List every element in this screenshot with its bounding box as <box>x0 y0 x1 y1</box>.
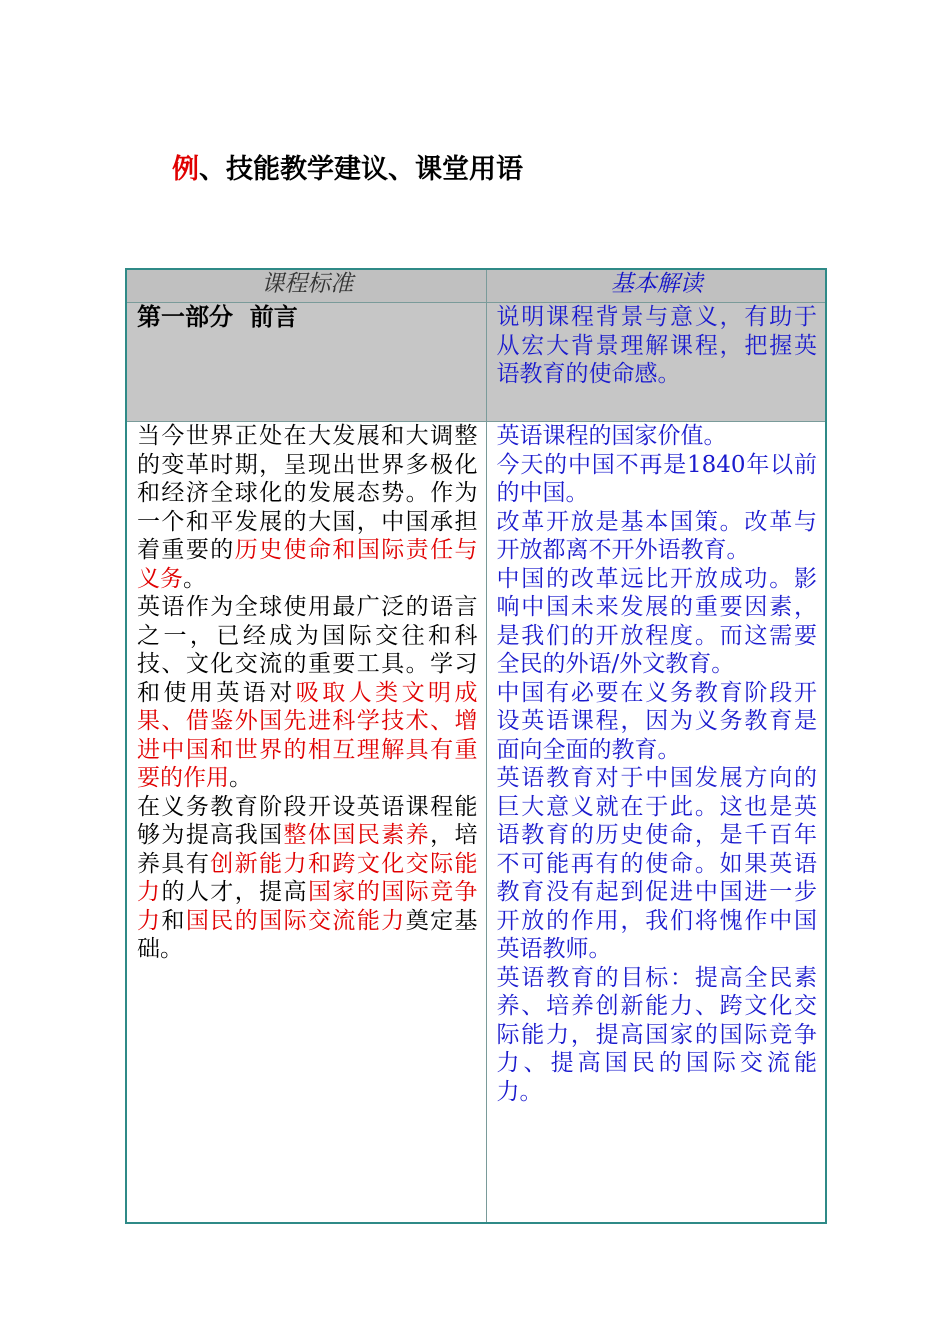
highlighted-text: 整体国民素养 <box>283 822 431 848</box>
paragraph-text: 奠定基础。 <box>137 907 478 962</box>
paragraph-text: 和 <box>161 907 186 934</box>
interpretation-content <box>486 422 826 1224</box>
header-row <box>126 269 826 303</box>
document-title <box>172 150 523 190</box>
header-interpretation: 基本解读 <box>486 269 826 303</box>
interpretation-paragraph: 英语教育对于中国发展方向的巨大意义就在于此。这也是英语教育的历史使命，是千百年不可能再有的使命。如果英语教育没有起到促进中国进一步开放的作用，我们将愧作中国英语教师。 <box>496 765 817 962</box>
interpretation-paragraph: 今天的中国不再是1840年以前的中国。 <box>496 451 817 506</box>
paragraph-text: 当今世界正处在大发展和大调整的变革时期，呈现出世界多极化和经济全球化的发展态势。作为一个和平发展的大国，中国承担着重要的 <box>137 423 478 563</box>
highlighted-text: 历史使命和国际责任与义务 <box>137 537 478 592</box>
title-prefix: 例 <box>172 154 199 185</box>
section-title-text: 第一部分 前言 <box>137 302 298 331</box>
standards-paragraph <box>137 793 478 964</box>
highlighted-text: 国家的国际竞争力 <box>137 879 478 934</box>
paragraph-text: 在义务教育阶段开设英语课程能够为提高我国 <box>137 793 478 848</box>
interpretation-paragraph: 中国的改革远比开放成功。影响中国未来发展的重要因素，是我们的开放程度。而这需要全民的外语/外文教育。 <box>496 565 817 677</box>
highlighted-text: 创新能力和跨文化交际能力 <box>137 850 478 905</box>
interpretation-paragraph: 英语教育的目标：提高全民素养、培养创新能力、跨文化交际能力，提高国家的国际竞争力、提高国民的国际交流能力。 <box>496 964 817 1105</box>
highlighted-text: 吸取人类文明成果、借鉴外国先进科学技术、增进中国和世界的相互理解具有重要的作用 <box>137 679 478 791</box>
highlighted-text: 国民的国际交流能力 <box>185 907 406 934</box>
standards-paragraph <box>137 593 478 793</box>
section-title <box>126 303 486 422</box>
paragraph-text: 。 <box>229 765 252 791</box>
paragraph-text: 。 <box>183 565 206 592</box>
section-row <box>126 303 826 422</box>
title-text: 、技能教学建议、课堂用语 <box>199 154 523 185</box>
section-explanation-text: 说明课程背景与意义，有助于从宏大背景理解课程，把握英语教育的使命感。 <box>496 304 817 387</box>
interpretation-paragraph: 中国有必要在义务教育阶段开设英语课程，因为义务教育是面向全面的教育。 <box>496 679 817 763</box>
standards-table <box>125 268 827 1224</box>
paragraph-text: 的人才，提高 <box>161 879 308 905</box>
standards-paragraph <box>137 422 478 593</box>
paragraph-text: 英语作为全球使用最广泛的语言之一，已经成为国际交往和科技、文化交流的重要工具。学习和使用英语对 <box>137 594 478 706</box>
interpretation-paragraph: 改革开放是基本国策。改革与开放都离不开外语教育。 <box>496 508 817 563</box>
interpretation-paragraph: 英语课程的国家价值。 <box>496 423 727 449</box>
standards-content <box>126 422 486 1224</box>
content-row <box>126 422 826 1224</box>
paragraph-text: ，培养具有 <box>137 822 478 877</box>
section-explanation <box>486 303 826 422</box>
header-standards: 课程标准 <box>126 269 486 303</box>
